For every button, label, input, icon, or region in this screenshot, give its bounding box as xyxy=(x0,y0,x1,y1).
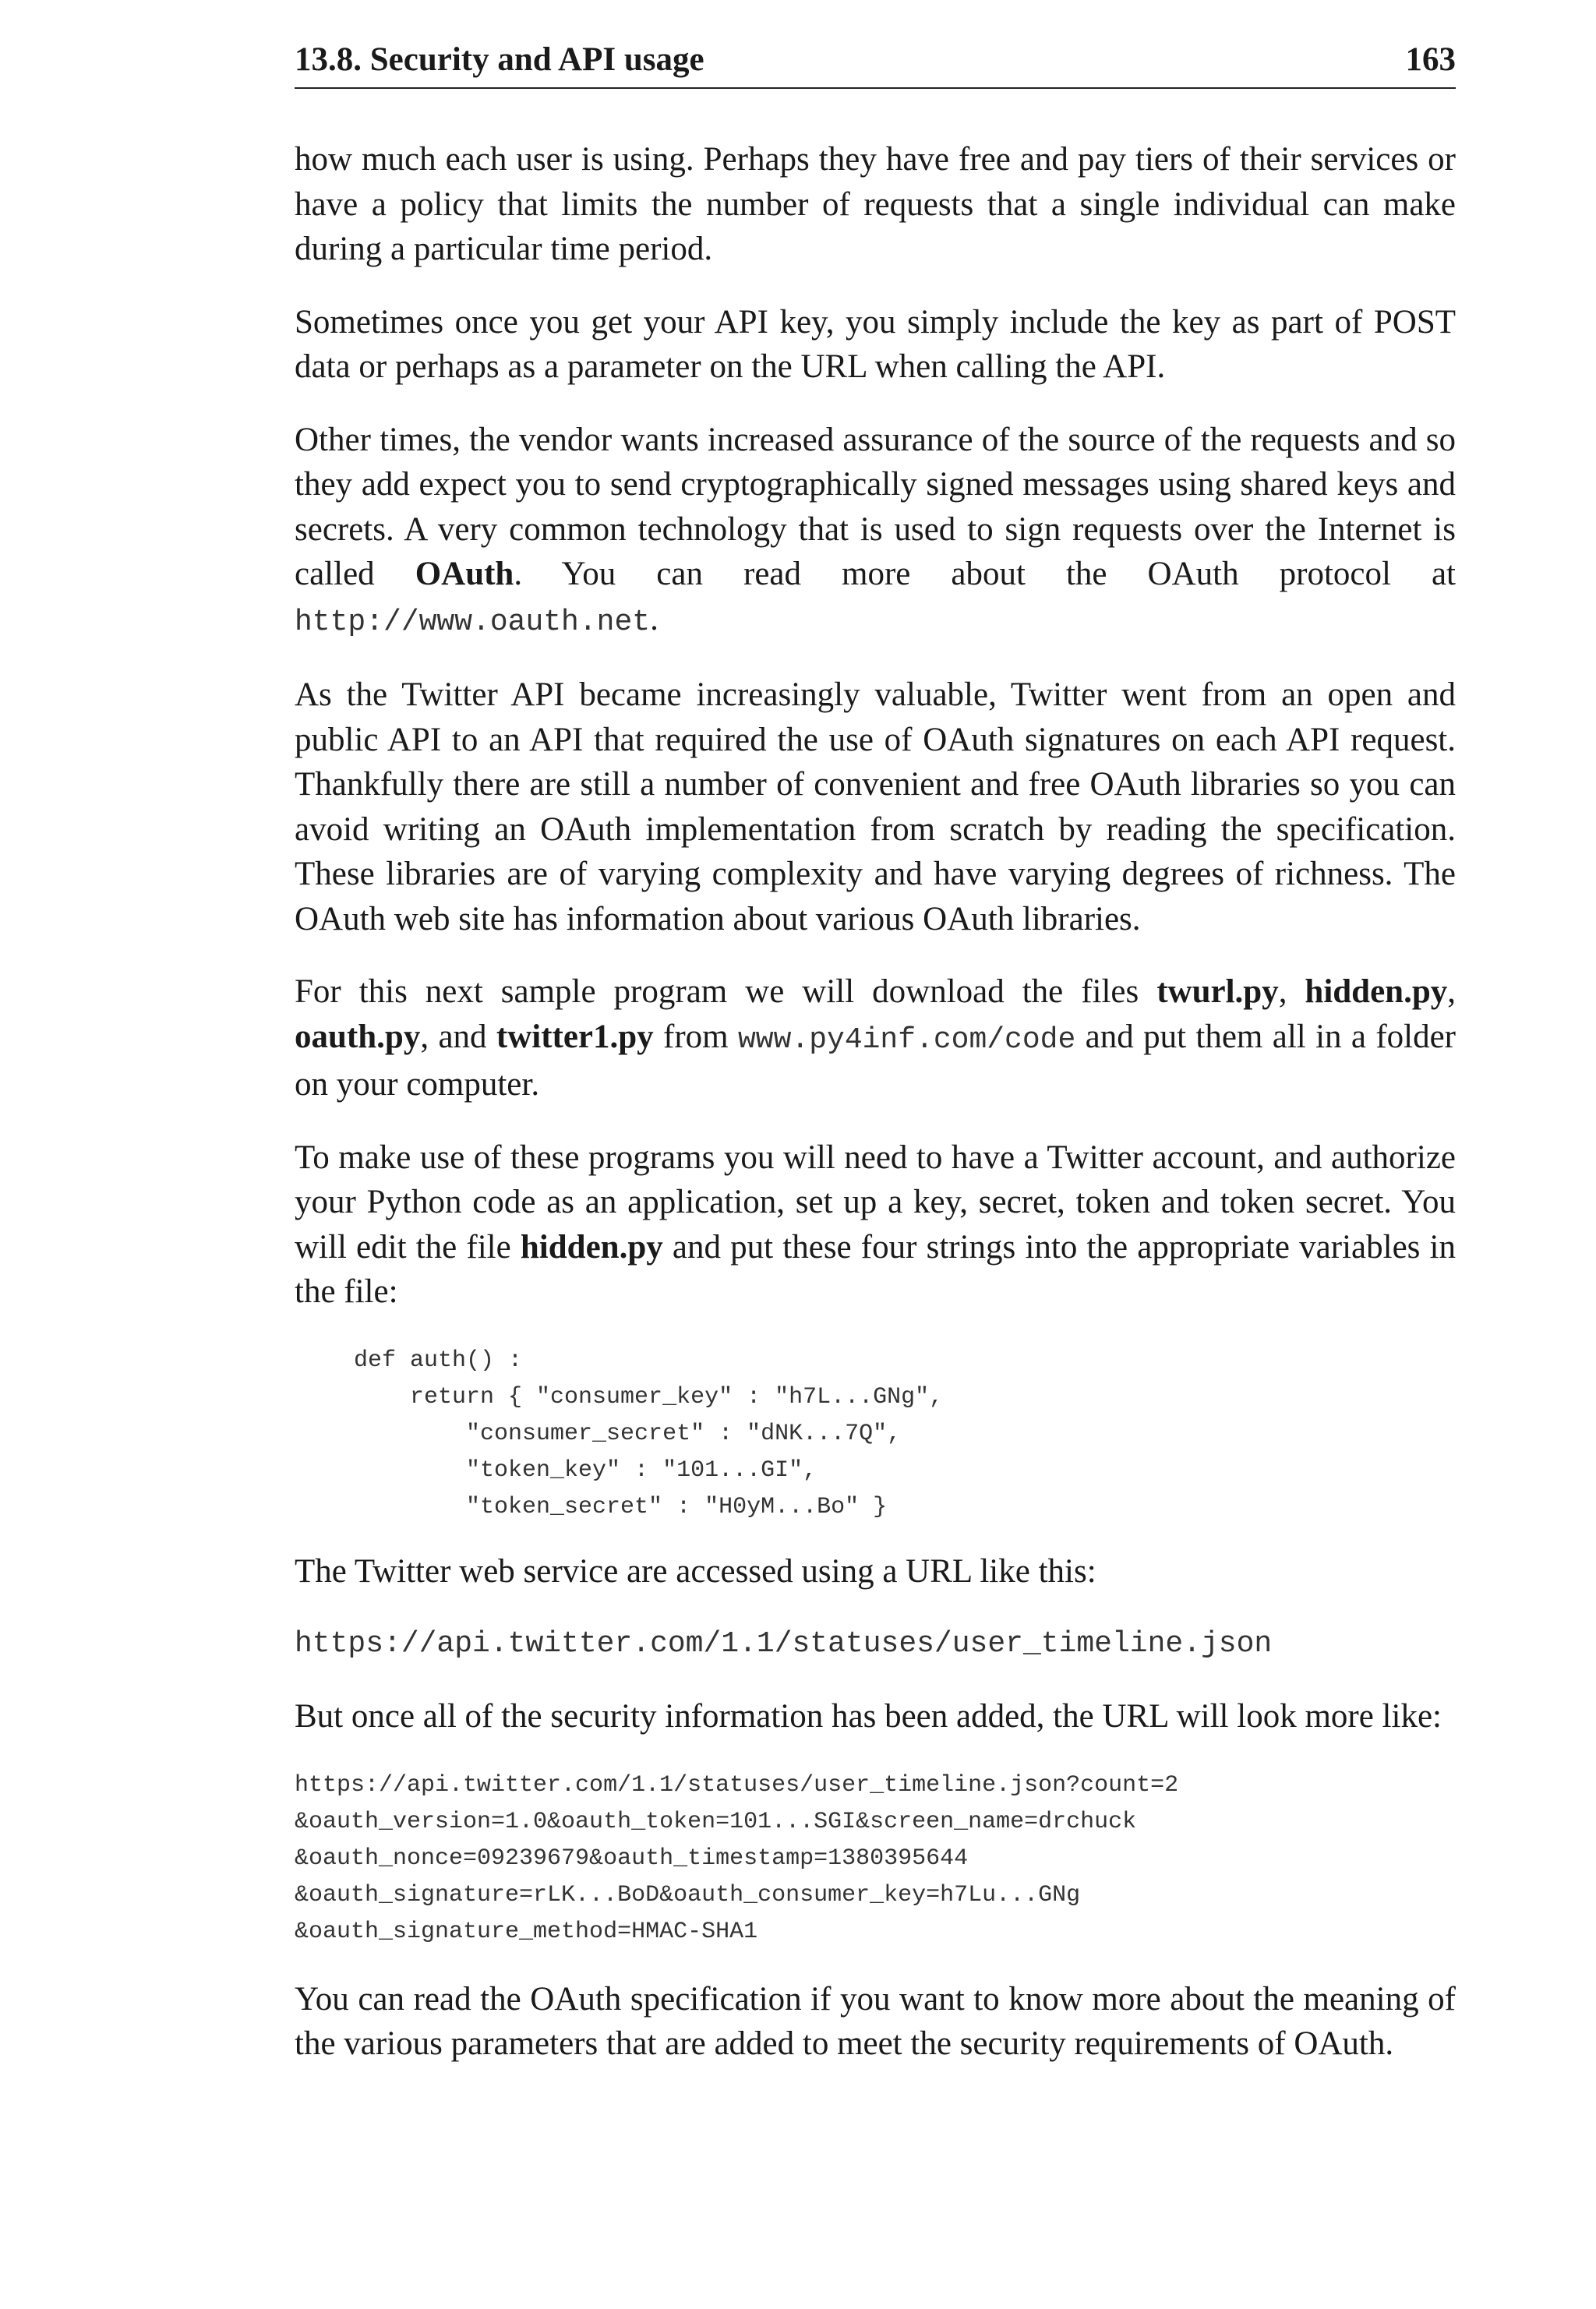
filename-hidden: hidden.py xyxy=(1305,973,1448,1010)
body-text xyxy=(295,137,1456,2095)
paragraph-oauth-spec: You can read the OAuth specification if you want to know more about the meaning of the various parameters that are added to meet the security requirements of OAuth. xyxy=(295,1980,1456,2062)
signed-url-code: https://api.twitter.com/1.1/statuses/user_timeline.json?count=2 &oauth_version=1.0&oauth_token=101...SGI&screen_name=drchuck &oauth_nonce=09239679&oauth_timestamp=1380395644 &oauth_signature=rLK...BoD&oauth_consumer_key=h7Lu...GNg &oauth_signature_method=HMAC-SHA1 xyxy=(295,1771,1179,1945)
oauth-url: http://www.oauth.net xyxy=(295,605,651,639)
paragraph-api-key: Sometimes once you get your API key, you simply include the key as part of POST data or perhaps as a parameter on the URL when calling the API. xyxy=(295,303,1456,385)
oauth-term: OAuth xyxy=(415,556,514,592)
paragraph-signed-url-intro: But once all of the security information has been added, the URL will look more like: xyxy=(295,1698,1442,1735)
paragraph-url-intro: The Twitter web service are accessed using a URL like this: xyxy=(295,1552,1096,1590)
timeline-url: https://api.twitter.com/1.1/statuses/user_timeline.json xyxy=(295,1627,1273,1661)
paragraph-oauth-intro: Other times, the vendor wants increased assurance of the source of the requests and so they add expect you to send cryptographically signed messages using shared keys and secrets. A very common technology that is used to sign requests over the Internet is called OAuth. You can read more about the OAuth protocol at http://www.oauth.net. xyxy=(295,421,1456,639)
filename-twitter1: twitter1.py xyxy=(496,1018,654,1055)
filename-hidden-edit: hidden.py xyxy=(520,1228,663,1266)
hidden-py-code: def auth() : return { "consumer_key" : "h7L...GNg", "consumer_secret" : "dNK...7Q", "token_key" : "101...GI", "token_secret" : "H0yM...Bo" } xyxy=(354,1347,944,1520)
section-title: 13.8. Security and API usage xyxy=(295,41,704,78)
code-url: www.py4inf.com/code xyxy=(738,1022,1076,1057)
filename-twurl: twurl.py xyxy=(1156,973,1279,1010)
paragraph-usage-tiers: how much each user is using. Perhaps they have free and pay tiers of their services or have a policy that limits the number of requests that a single individual can make during a particular time period. xyxy=(295,141,1456,267)
paragraph-download-files: For this next sample program we will download the files twurl.py, hidden.py, oauth.py, and twitter1.py from www.py4inf.com/code and put them all in a folder on your computer. xyxy=(295,973,1457,1103)
running-header xyxy=(295,41,1456,89)
paragraph-twitter-api: As the Twitter API became increasingly valuable, Twitter went from an open and public API to an API that required the use of OAuth signatures on each API request. Thankfully there are still a number of convenient and free OAuth libraries so you can avoid writing an OAuth implementation from scratch by reading the specification. These libraries are of varying complexity and have varying degrees of richness. The OAuth web site has information about various OAuth libraries. xyxy=(295,676,1456,937)
page-number: 163 xyxy=(1405,41,1456,78)
filename-oauth: oauth.py xyxy=(295,1018,421,1055)
paragraph-twitter-account: To make use of these programs you will need to have a Twitter account, and authorize your Python code as an application, set up a key, secret, token and token secret. You will edit the file hidden.py and put these four strings into the appropriate variables in the file: xyxy=(295,1139,1457,1310)
